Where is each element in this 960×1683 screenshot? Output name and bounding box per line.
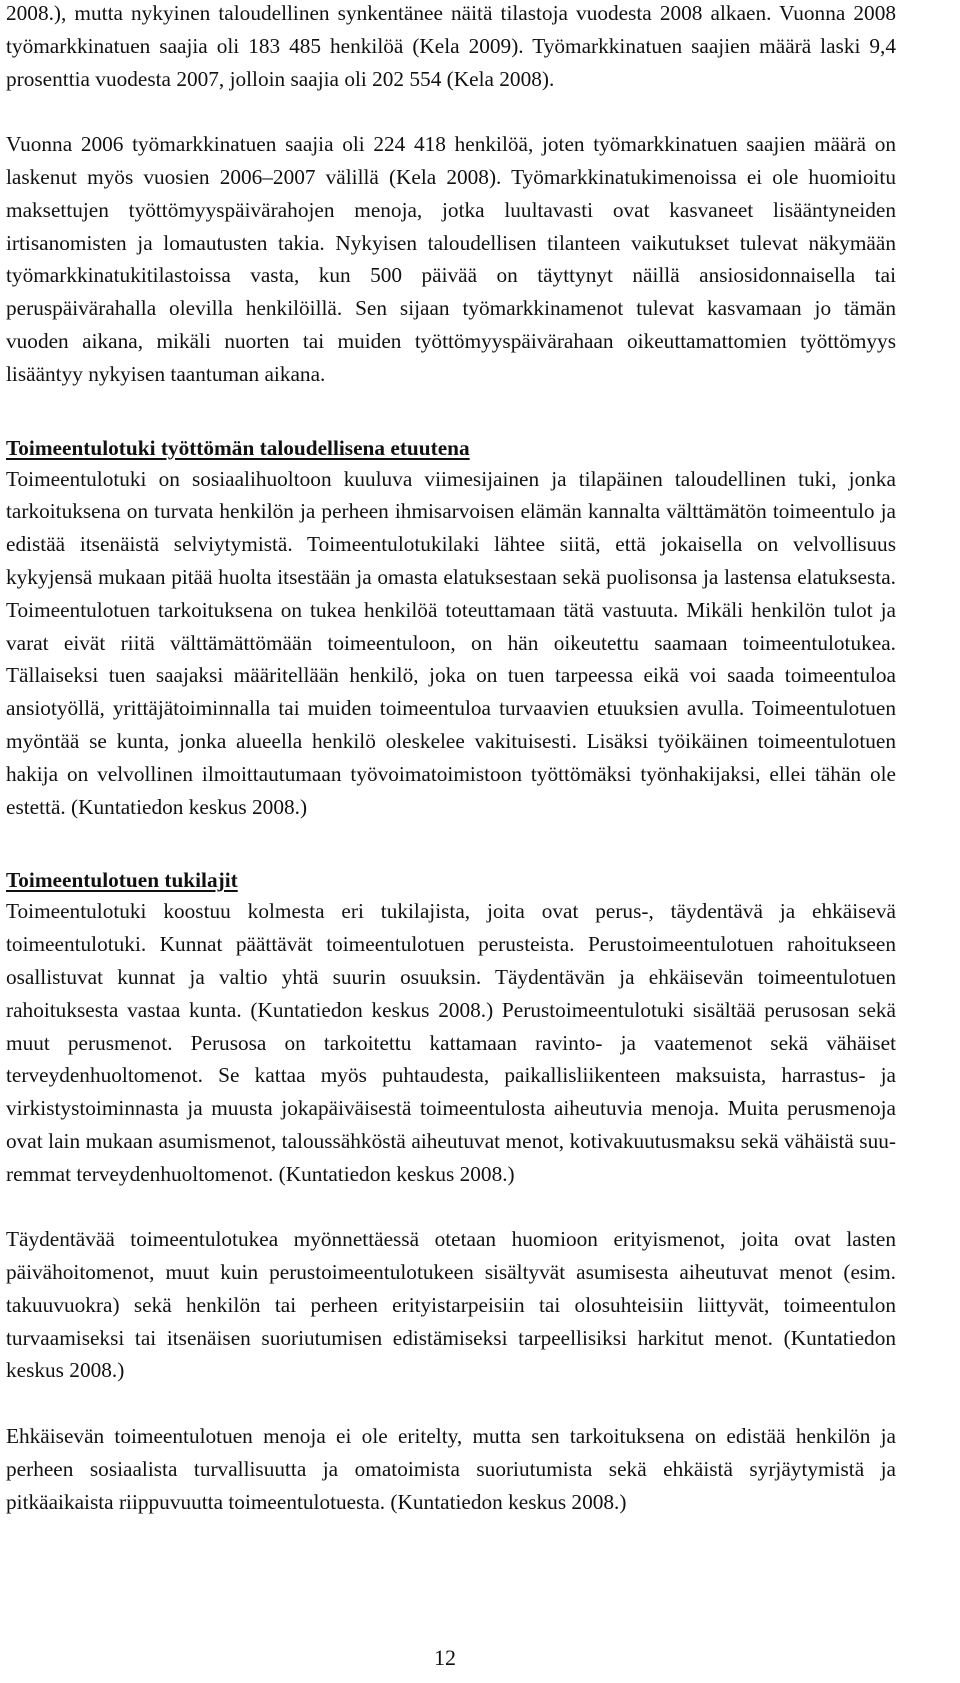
- paragraph-intro-1: 2008.), mutta nykyinen taloudellinen synkentänee näitä tilastoja vuodesta 2008 alkaen. Vuonna 2008 työmarkkinatuen saajia oli 183 485 henkilöä (Kela 2009). Työmarkkinatuen saajien määrä laski 9,4 prosenttia vuodesta 2007, jolloin saajia oli 202 554 (Kela 2008).: [6, 1, 896, 91]
- paragraph-toimeentulotuki: Toimeentulotuki on sosiaalihuoltoon kuuluva viimesijainen ja tilapäinen taloudellinen tuki, jonka tarkoituksena on turvata henkilön ja perheen ihmisarvoisen elämän kannalta välttämätön toimeentulo ja edistää itsenäistä selviytymistä. Toimeentulotukilaki lähtee siitä, että jokaisella on velvollisuus kykyjensä mukaan pitää huolta itsestään ja omasta elatuksestaan sekä puolisonsa ja lastensa elatuksesta. Toimeentulotuen tarkoituksena on tukea henkilöä toteuttamaan tätä vastuuta. Mikäli henkilön tulot ja varat eivät riitä välttämättömään toimeentuloon, on hän oikeutettu saamaan toimeentulotukea. Tällaiseksi tuen saajaksi määritellään henkilö, joka on tuen tarpeessa eikä voi saada toimeentuloa ansiotyöllä, yrittäjätoiminnalla tai muiden toimeentuloa turvaavien etuuksien avulla. Toimeentulotuen myöntää se kunta, jonka alueella henkilö oleskelee vakituisesti. Lisäksi työikäinen toimeentulotuen hakija on velvollinen ilmoittautumaan työvoimatoimistoon työttömäksi työnhakijaksi, ellei tähän ole estettä. (Kuntatiedon keskus 2008.): [6, 466, 896, 819]
- document-page: [6, 0, 896, 1518]
- paragraph-tukilajit-3: Ehkäisevän toimeentulotuen menoja ei ole eritelty, mutta sen tarkoituksena on edistää henkilön ja perheen sosiaalista turvallisuutta ja omatoimista suoriutumista sekä ehkäistä syrjäytymistä ja pitkäaikaista riippuvuutta toimeentulotuesta. (Kuntatiedon keskus 2008.): [6, 1424, 896, 1514]
- section-heading-toimeentulotuki: Toimeentulotuki työttömän taloudellisena etuutena: [6, 435, 470, 460]
- paragraph-tukilajit-1: Toimeentulotuki koostuu kolmesta eri tukilajista, joita ovat perus-, täydentävä ja ehkäisevä toimeentulotuki. Kunnat päättävät toimeentulotuen perusteista. Perustoimeentulotuen rahoitukseen osallistuvat kunnat ja valtio yhtä suurin osuuksin. Täydentävän ja ehkäisevän toimeentulotuen rahoituksesta vastaa kunta. (Kuntatiedon keskus 2008.) Perustoimeentulotuki sisältää perusosan sekä muut perusmenot. Perusosa on tarkoitettu kattamaan ravinto- ja vaatemenot sekä vähäiset terveydenhuoltomenot. Se kattaa myös puhtaudesta, paikallisliikenteen maksuista, harrastus- ja virkistystoiminnasta ja muusta jokapäiväisestä toimeentulosta aiheutuvia menoja. Muita perusmenoja ovat lain mukaan asumismenot, taloussähköstä aiheutuvat menot, kotivakuutusmaksu sekä vähäistä suuremmat terveydenhuoltomenot. (Kuntatiedon keskus 2008.): [6, 899, 896, 1186]
- paragraph-intro-2: Vuonna 2006 työmarkkinatuen saajia oli 224 418 henkilöä, joten työmarkkinatuen saajien määrä on laskenut myös vuosien 2006–2007 välillä (Kela 2008). Työmarkkinatukimenoissa ei ole huomioitu maksettujen työttömyyspäivärahojen menoja, jotka luultavasti ovat kasvaneet lisääntyneiden irtisanomisten ja lomautusten takia. Nykyisen taloudellisen tilanteen vaikutukset tulevat näkymään työmarkkinatukitilastoissa vasta, kun 500 päivää on täyttynyt näillä ansiosidonnaisella tai peruspäivärahalla olevilla henkilöillä. Sen sijaan työmarkkinamenot tulevat kasvamaan jo tämän vuoden aikana, mikäli nuorten tai muiden työttömyyspäivärahaan oikeuttamattomien työttömyys lisääntyy nykyisen taantuman aikana.: [6, 132, 896, 386]
- paragraph-tukilajit-2: Täydentävää toimeentulotukea myönnettäessä otetaan huomioon erityismenot, joita ovat lasten päivähoitomenot, muut kuin perustoimeentulotukeen sisältyvät asumisesta aiheutuvat menot (esim. takuuvuokra) sekä henkilön tai perheen erityistarpeisiin tai olosuhteisiin liittyvät, toimeentulon turvaamiseksi tai itsenäisen suoriutumisen edistämiseksi tarpeellisiksi harkitut menot. (Kuntatiedon keskus 2008.): [6, 1227, 896, 1383]
- section-heading-tukilajit: Toimeentulotuen tukilajit: [6, 868, 238, 893]
- page-number: 12: [434, 1645, 456, 1670]
